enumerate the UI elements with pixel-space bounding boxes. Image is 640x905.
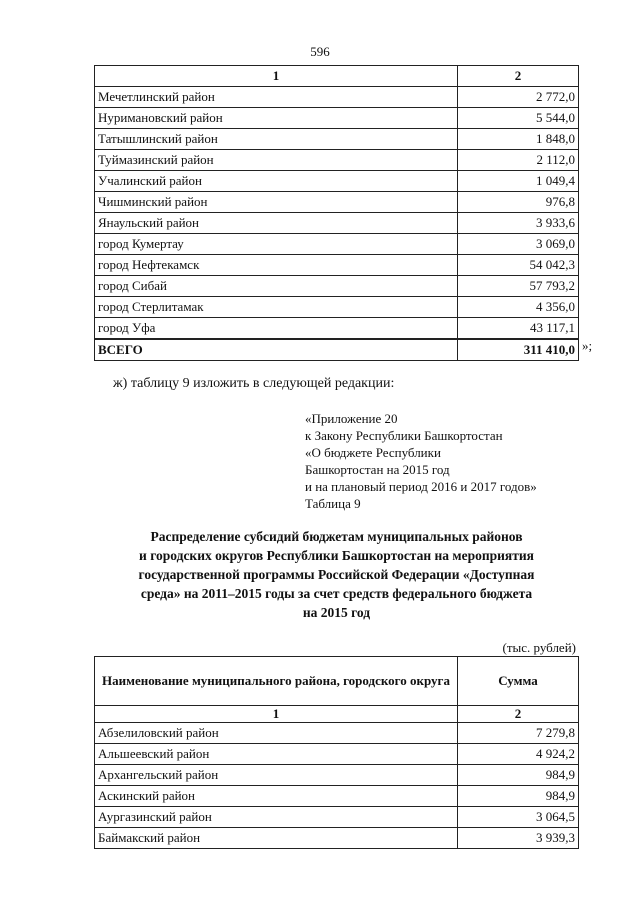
- table-row: [95, 723, 579, 744]
- subsidy-value: 2 772,0: [458, 87, 579, 108]
- district-name: Баймакский район: [95, 828, 458, 849]
- closing-quote: »;: [582, 338, 593, 353]
- subsidy-table: [94, 656, 579, 849]
- table-row: [95, 87, 579, 108]
- column-number-row: [95, 706, 579, 723]
- subsidy-value: 984,9: [458, 765, 579, 786]
- appendix-reference: [305, 410, 537, 512]
- table-row: [95, 765, 579, 786]
- district-name: город Сибай: [95, 276, 458, 297]
- instruction-text: ж) таблицу 9 изложить в следующей редакции:: [113, 376, 395, 391]
- subsidy-value: 3 064,5: [458, 807, 579, 828]
- column-number-2: 2: [458, 706, 579, 723]
- district-name: Мечетлинский район: [95, 87, 458, 108]
- subsidy-value: 984,9: [458, 786, 579, 807]
- page-number: 596: [310, 44, 330, 59]
- table-row: [95, 108, 579, 129]
- subsidy-table-continued: [94, 65, 579, 361]
- total-value: 311 410,0: [458, 339, 579, 361]
- table-row: [95, 234, 579, 255]
- table-row: [95, 807, 579, 828]
- district-name: Нуримановский район: [95, 108, 458, 129]
- subsidy-value: 1 049,4: [458, 171, 579, 192]
- district-name: Абзелиловский район: [95, 723, 458, 744]
- district-name: город Уфа: [95, 318, 458, 340]
- appendix-line: Башкортостан на 2015 год: [305, 462, 450, 477]
- appendix-line: к Закону Республики Башкортостан: [305, 428, 503, 443]
- subsidy-value: 7 279,8: [458, 723, 579, 744]
- subsidy-value: 54 042,3: [458, 255, 579, 276]
- title-line: среда» на 2011–2015 годы за счет средств федерального бюджета: [140, 586, 533, 601]
- subsidy-value: 2 112,0: [458, 150, 579, 171]
- table-row: [95, 171, 579, 192]
- header-sum: Сумма: [458, 657, 579, 706]
- table-row: [95, 318, 579, 340]
- title-line: на 2015 год: [302, 605, 371, 620]
- subsidy-value: 5 544,0: [458, 108, 579, 129]
- appendix-line: и на плановый период 2016 и 2017 годов»: [305, 479, 537, 494]
- district-name: Учалинский район: [95, 171, 458, 192]
- table-row: [95, 129, 579, 150]
- table-row: [95, 150, 579, 171]
- subsidy-value: 4 924,2: [458, 744, 579, 765]
- district-name: город Кумертау: [95, 234, 458, 255]
- table-row: [95, 786, 579, 807]
- table-title: [94, 527, 579, 622]
- column-number-2: 2: [458, 66, 579, 87]
- district-name: Татышлинский район: [95, 129, 458, 150]
- column-number-1: 1: [95, 706, 458, 723]
- subsidy-value: 1 848,0: [458, 129, 579, 150]
- title-line: и городских округов Республики Башкортостан на мероприятия: [139, 548, 534, 563]
- title-line: государственной программы Российской Федерации «Доступная: [138, 567, 535, 582]
- table-row: [95, 213, 579, 234]
- units-label: (тыс. рублей): [502, 640, 576, 655]
- total-label: ВСЕГО: [95, 339, 458, 361]
- subsidy-value: 43 117,1: [458, 318, 579, 340]
- column-number-row: [95, 66, 579, 87]
- title-line: Распределение субсидий бюджетам муниципальных районов: [150, 529, 523, 544]
- header-name: Наименование муниципального района, городского округа: [95, 657, 458, 706]
- district-name: город Нефтекамск: [95, 255, 458, 276]
- district-name: Аскинский район: [95, 786, 458, 807]
- subsidy-value: 57 793,2: [458, 276, 579, 297]
- district-name: Аургазинский район: [95, 807, 458, 828]
- table-row: [95, 744, 579, 765]
- subsidy-value: 3 933,6: [458, 213, 579, 234]
- subsidy-value: 3 939,3: [458, 828, 579, 849]
- table-row: [95, 192, 579, 213]
- district-name: Архангельский район: [95, 765, 458, 786]
- district-name: Янаульский район: [95, 213, 458, 234]
- subsidy-value: 3 069,0: [458, 234, 579, 255]
- table-row: [95, 276, 579, 297]
- district-name: Туймазинский район: [95, 150, 458, 171]
- total-row: [95, 339, 579, 361]
- column-number-1: 1: [95, 66, 458, 87]
- appendix-line: Таблица 9: [305, 496, 361, 511]
- appendix-line: «Приложение 20: [305, 411, 398, 426]
- district-name: город Стерлитамак: [95, 297, 458, 318]
- district-name: Альшеевский район: [95, 744, 458, 765]
- table-row: [95, 297, 579, 318]
- subsidy-value: 976,8: [458, 192, 579, 213]
- table-header-row: [95, 657, 579, 706]
- district-name: Чишминский район: [95, 192, 458, 213]
- appendix-line: «О бюджете Республики: [305, 445, 441, 460]
- table-row: [95, 255, 579, 276]
- subsidy-value: 4 356,0: [458, 297, 579, 318]
- table-row: [95, 828, 579, 849]
